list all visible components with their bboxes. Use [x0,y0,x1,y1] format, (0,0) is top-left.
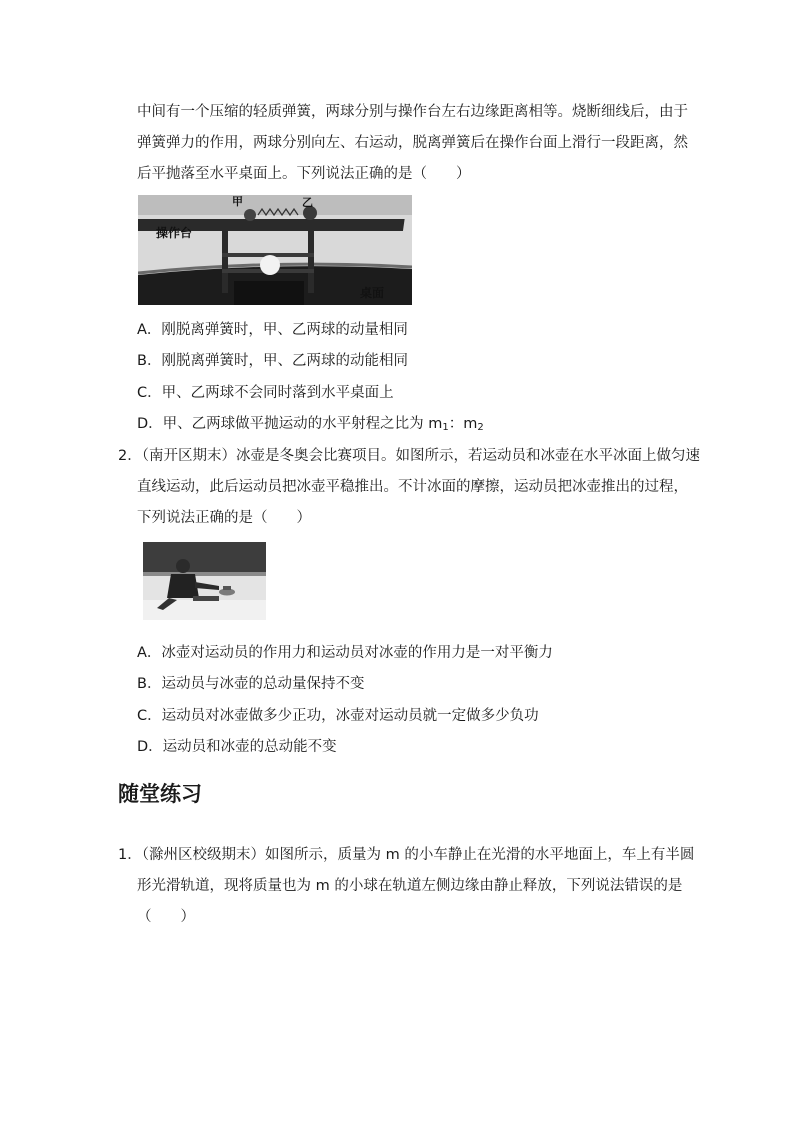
option-d-text: D．甲、乙两球做平抛运动的水平射程之比为 m [137,416,443,432]
option-d: D．运动员和冰壶的总动能不变 [137,739,337,755]
question-2-line: 直线运动，此后运动员把冰壶平稳推出。不计冰面的摩擦，运动员把冰壶推出的过程， [137,479,688,495]
practice-question-line: （ ） [137,909,195,925]
question-text-line: 后平抛落至水平桌面上。下列说法正确的是（ ） [137,166,471,182]
option-d-sub2: 2 [477,422,484,433]
platform-photo [138,195,412,305]
label-jia: 甲 [232,195,243,208]
option-b: B．刚脱离弹簧时，甲、乙两球的动能相同 [137,353,408,369]
curling-illustration [143,542,266,620]
option-c: C．运动员对冰壶做多少正功，冰壶对运动员就一定做多少负功 [137,708,539,724]
label-table: 桌面 [360,286,385,300]
question-text-line: 弹簧弹力的作用，两球分别向左、右运动，脱离弹簧后在操作台面上滑行一段距离，然 [137,135,688,151]
option-a: A．冰壶对运动员的作用力和运动员对冰壶的作用力是一对平衡力 [137,645,553,661]
question-2-line: 2．（南开区期末）冰壶是冬奥会比赛项目。如图所示，若运动员和冰壶在水平冰面上做匀速 [118,448,700,464]
option-c: C．甲、乙两球不会同时落到水平桌面上 [137,385,394,401]
option-d-mid: ：m [448,416,478,432]
option-d-sub1: 1 [442,422,449,433]
question-text-line: 中间有一个压缩的轻质弹簧，两球分别与操作台左右边缘距离相等。烧断细线后，由于 [137,104,688,120]
section-heading: 随堂练习 [118,782,202,806]
practice-question-line: 1．（滁州区校级期末）如图所示，质量为 m 的小车静止在光滑的水平地面上，车上有半圆 [118,847,695,863]
option-b: B．运动员与冰壶的总动量保持不变 [137,676,365,692]
option-d [137,414,484,438]
practice-question-line: 形光滑轨道，现将质量也为 m 的小球在轨道左侧边缘由静止释放，下列说法错误的是 [137,878,683,894]
label-yi: 乙 [302,196,313,209]
label-platform: 操作台 [156,226,193,240]
curling-photo [143,542,266,620]
question-2-line: 下列说法正确的是（ ） [137,510,311,526]
option-a: A．刚脱离弹簧时，甲、乙两球的动量相同 [137,322,408,338]
